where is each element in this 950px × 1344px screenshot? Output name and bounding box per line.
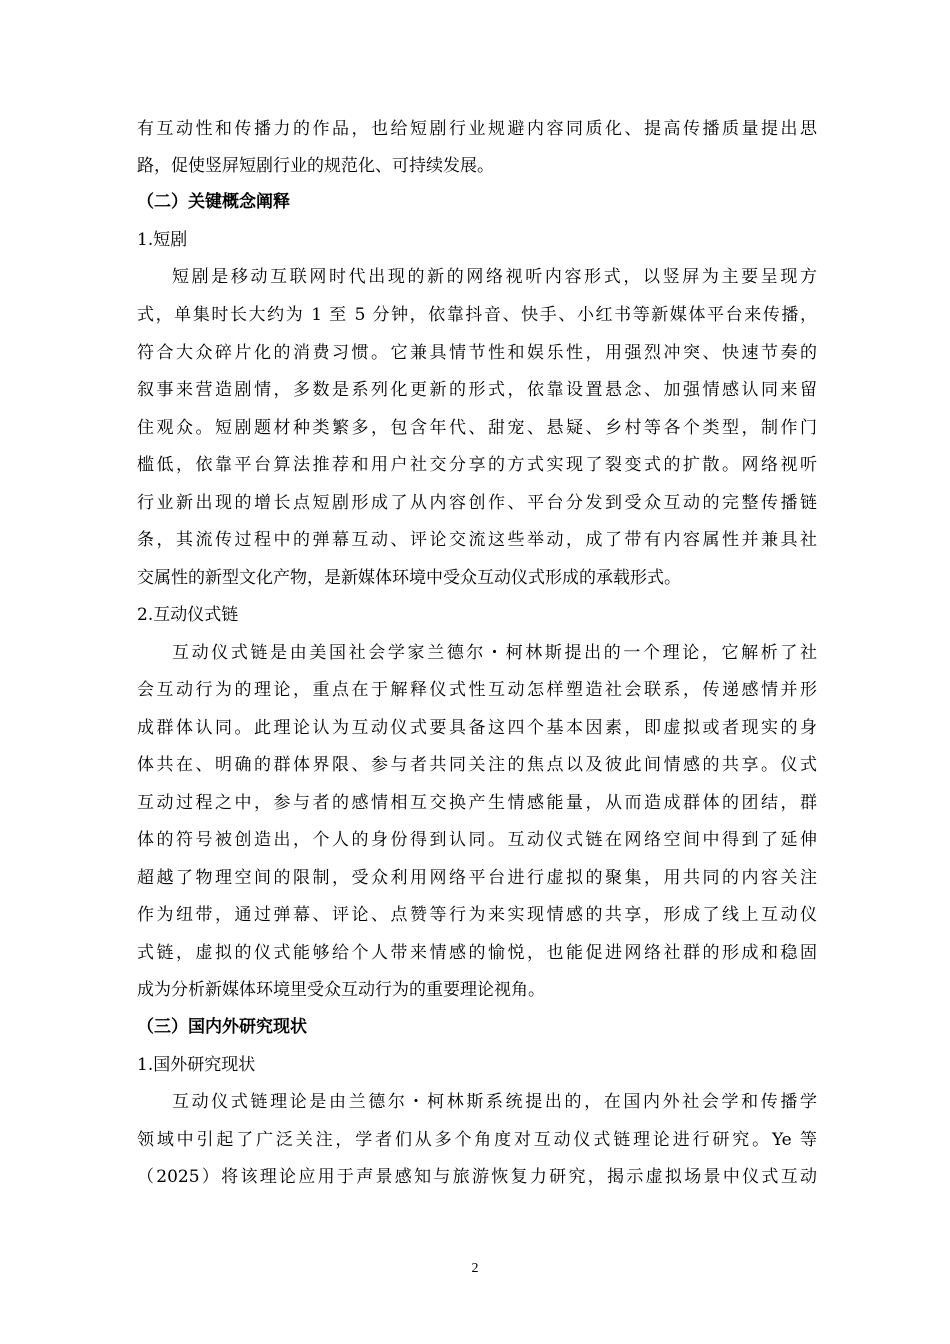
subsection-heading: 2.互动仪式链 xyxy=(137,605,239,625)
body-text-line: 成群体认同。此理论认为互动仪式要具备这四个基本因素，即虚拟或者现实的身 xyxy=(137,718,817,738)
body-text-line: 条，其流传过程中的弹幕互动、评论交流这些举动，成了带有内容属性并兼具社 xyxy=(137,530,817,550)
body-text-line: 路，促使竖屏短剧行业的规范化、可持续发展。 xyxy=(137,156,494,176)
body-text-line: 式链，虚拟的仪式能够给个人带来情感的愉悦，也能促进网络社群的形成和稳固 xyxy=(137,943,817,963)
body-text-line: 互动过程之中，参与者的感情相互交换产生情感能量，从而造成群体的团结，群 xyxy=(137,793,817,813)
body-text-line: 互动仪式链理论是由兰德尔・柯林斯系统提出的，在国内外社会学和传播学 xyxy=(172,1092,817,1112)
section-heading: （三）国内外研究现状 xyxy=(137,1017,307,1037)
body-text-line: 超越了物理空间的限制，受众利用网络平台进行虚拟的聚集，用共同的内容关注 xyxy=(137,868,817,888)
body-text-line: 符合大众碎片化的消费习惯。它兼具情节性和娱乐性，用强烈冲突、快速节奏的 xyxy=(137,343,817,363)
body-text-line: 交属性的新型文化产物，是新媒体环境中受众互动仪式形成的承载形式。 xyxy=(137,568,681,588)
body-text-line: 槛低，依靠平台算法推荐和用户社交分享的方式实现了裂变式的扩散。网络视听 xyxy=(137,455,817,475)
body-text-line: 体的符号被创造出，个人的身份得到认同。互动仪式链在网络空间中得到了延伸 xyxy=(137,830,817,850)
body-text-line: 作为纽带，通过弹幕、评论、点赞等行为来实现情感的共享，形成了线上互动仪 xyxy=(137,905,817,925)
subsection-heading: 1.短剧 xyxy=(137,230,188,250)
body-text-line: 领域中引起了广泛关注，学者们从多个角度对互动仪式链理论进行研究。Ye 等 xyxy=(137,1130,817,1150)
body-text-line: 会互动行为的理论，重点在于解释仪式性互动怎样塑造社会联系，传递感情并形 xyxy=(137,680,817,700)
subsection-heading: 1.国外研究现状 xyxy=(137,1055,256,1075)
body-text-line: 有互动性和传播力的作品，也给短剧行业规避内容同质化、提高传播质量提出思 xyxy=(137,119,817,139)
body-text-line: 式，单集时长大约为 1 至 5 分钟，依靠抖音、快手、小红书等新媒体平台来传播， xyxy=(137,305,817,325)
body-text-line: 叙事来营造剧情，多数是系列化更新的形式，依靠设置悬念、加强情感认同来留 xyxy=(137,380,817,400)
body-text-line: 短剧是移动互联网时代出现的新的网络视听内容形式，以竖屏为主要呈现方 xyxy=(172,267,817,287)
body-text-line: 行业新出现的增长点短剧形成了从内容创作、平台分发到受众互动的完整传播链 xyxy=(137,493,817,513)
section-heading: （二）关键概念阐释 xyxy=(137,192,290,212)
body-text-line: （2025）将该理论应用于声景感知与旅游恢复力研究，揭示虚拟场景中仪式互动 xyxy=(137,1167,817,1187)
page-number: 2 xyxy=(471,1261,479,1276)
body-text-line: 住观众。短剧题材种类繁多，包含年代、甜宠、悬疑、乡村等各个类型，制作门 xyxy=(137,418,817,438)
body-text-line: 成为分析新媒体环境里受众互动行为的重要理论视角。 xyxy=(137,980,545,1000)
body-text-line: 体共在、明确的群体界限、参与者共同关注的焦点以及彼此间情感的共享。仪式 xyxy=(137,755,817,775)
body-text-line: 互动仪式链是由美国社会学家兰德尔・柯林斯提出的一个理论，它解析了社 xyxy=(172,643,817,663)
